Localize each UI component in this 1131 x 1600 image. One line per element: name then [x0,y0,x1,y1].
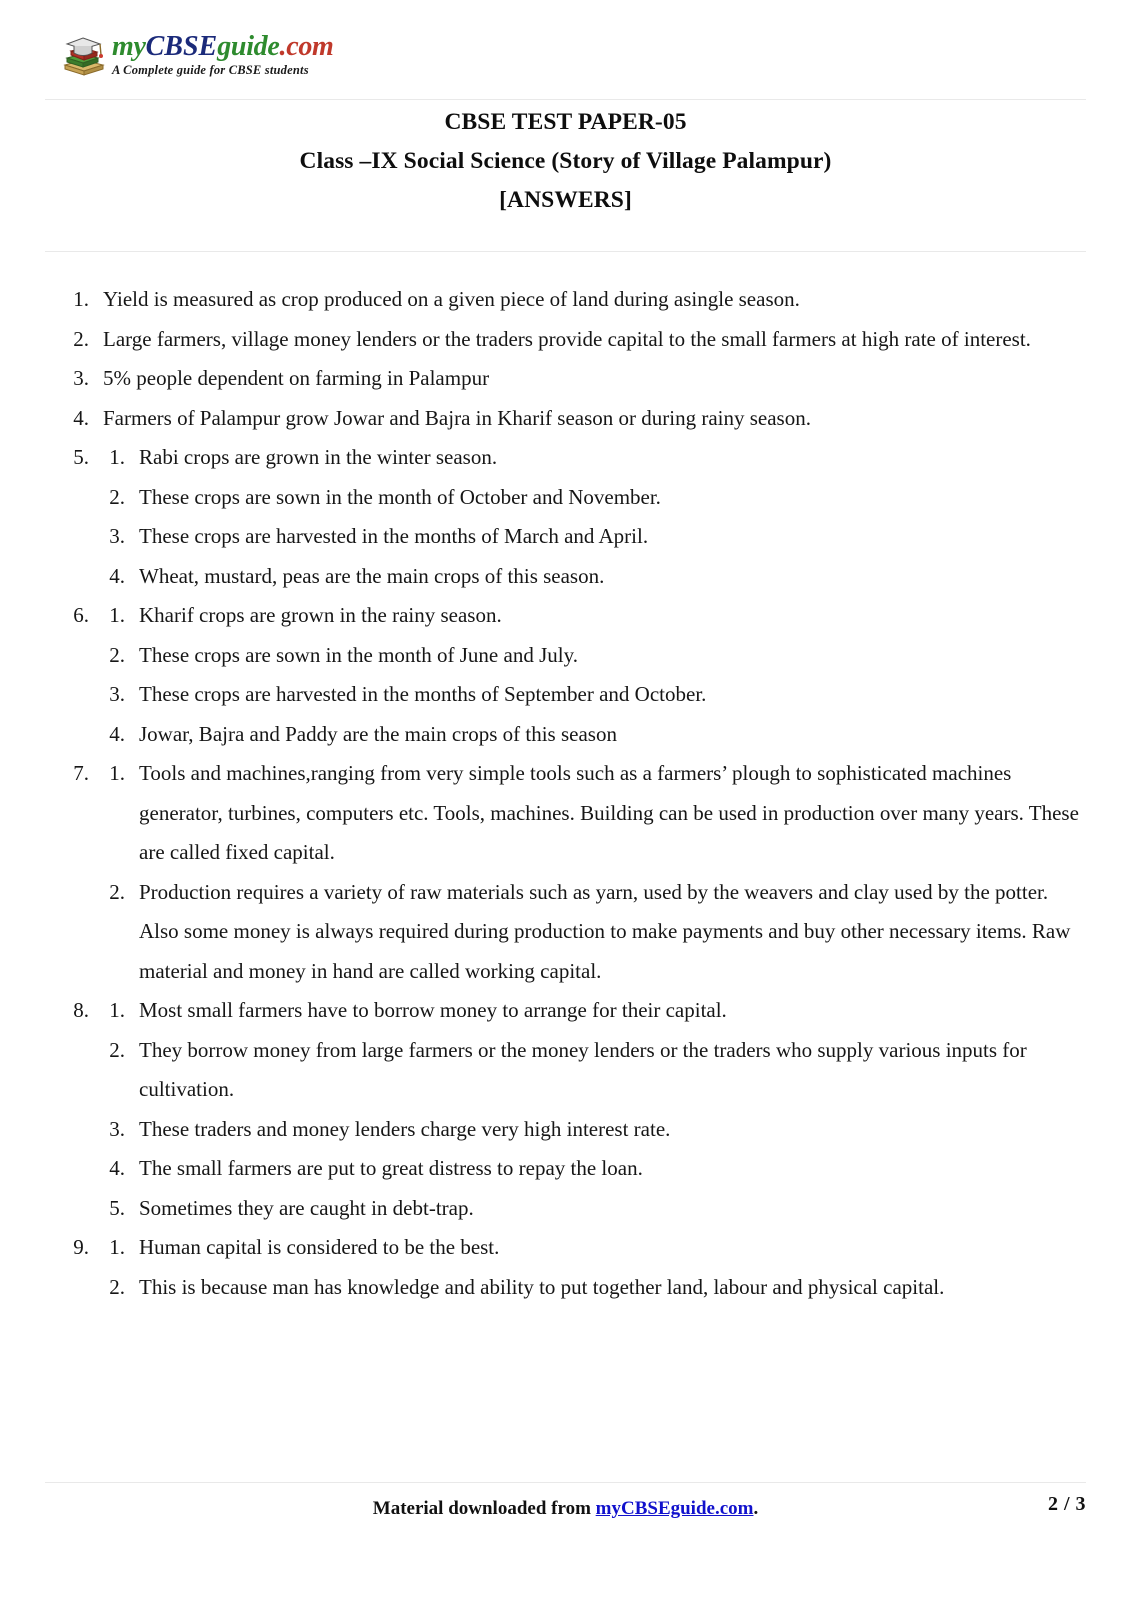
answer-item [63,438,1086,596]
answer-subitem [103,754,1086,873]
answer-item-marker: 9. [73,1235,89,1259]
answer-item [63,991,1086,1228]
answer-item-text: Farmers of Palampur grow Jowar and Bajra in Kharif season or during rainy season. [103,405,811,430]
answer-subitem-marker: 3. [109,682,125,706]
answer-subitem-text: These crops are sown in the month of June and July. [139,642,578,667]
answer-subitem [103,675,1086,715]
answer-subitem [103,1268,1086,1308]
answer-item-marker: 2. [73,326,89,351]
answer-item [63,280,1086,320]
answer-subitem-marker: 1. [109,445,125,469]
answer-subitem-marker: 2. [109,879,125,904]
answer-subitem-marker: 1. [109,761,125,785]
answer-subitem [103,1189,1086,1229]
answer-subitem-marker: 2. [109,1037,125,1062]
logo-part-my: my [112,31,146,62]
answer-subitem [103,557,1086,597]
paper-title-line-1: CBSE TEST PAPER-05 [444,109,687,135]
logo-wordmark [112,32,334,62]
paper-title-line-2: Class –IX Social Science (Story of Village Palampur) [299,148,832,174]
answer-item [63,320,1086,360]
answer-subitem-marker: 1. [109,603,125,627]
answer-sublist [103,991,1086,1228]
answer-subitem-text: These crops are harvested in the months of September and October. [139,682,707,706]
answer-subitem-text: Jowar, Bajra and Paddy are the main crops of this season [139,721,617,746]
answer-subitem-text: These traders and money lenders charge very high interest rate. [139,1116,671,1141]
answer-subitem-marker: 5. [109,1195,125,1220]
answer-item-marker: 6. [73,603,89,627]
page-footer [0,1482,1131,1600]
logo-part-guide: guide [217,31,280,62]
answer-item-marker: 5. [73,445,89,469]
answer-subitem-text: These crops are harvested in the months of March and April. [139,524,649,548]
answer-sublist [103,596,1086,754]
answer-subitem [103,873,1086,992]
answer-sublist [103,438,1086,596]
answer-item-marker: 1. [73,287,89,311]
answer-list [45,280,1086,1307]
logo-part-cbse: CBSE [145,31,218,62]
footer-text-after: . [753,1498,759,1519]
answer-subitem [103,1031,1086,1110]
logo-tagline: A Complete guide for CBSE students [112,63,309,77]
answer-subitem-text: Kharif crops are grown in the rainy season. [139,603,502,627]
answer-subitem-text: Most small farmers have to borrow money to arrange for their capital. [139,998,727,1022]
answer-item-text: Yield is measured as crop produced on a given piece of land during asingle season. [103,287,800,311]
answer-subitem [103,517,1086,557]
answer-subitem-marker: 4. [109,563,125,588]
answer-sublist [103,1228,1086,1307]
mycbseguide-link[interactable]: myCBSEguide.com [595,1498,754,1519]
logo-part-com: .com [279,31,334,62]
answer-item-marker: 8. [73,998,89,1022]
answer-subitem [103,596,1086,636]
page-header [0,0,1131,77]
answer-subitem-text: This is because man has knowledge and ability to put together land, labour and physical capital. [139,1274,945,1299]
answer-item-marker: 4. [73,405,89,430]
answer-sublist [103,754,1086,991]
paper-title-line-3: [ANSWERS] [499,187,632,213]
answer-subitem [103,991,1086,1031]
answer-subitem-text: Tools and machines,ranging from very simple tools such as a farmers’ plough to sophisticated machines generator, turbines, computers etc. Tools, machines. Building can be used in production over many years. These are called fixed capital. [139,761,1079,864]
answer-item [63,359,1086,399]
answer-subitem-marker: 1. [109,1235,125,1259]
books-graduation-cap-icon [62,34,106,78]
answer-subitem-text: Wheat, mustard, peas are the main crops of this season. [139,563,605,588]
answer-item-marker: 7. [73,761,89,785]
page-number: 2 / 3 [1047,1493,1086,1515]
answer-item [63,596,1086,754]
answer-subitem-marker: 3. [109,1116,125,1141]
answer-item-text: 5% people dependent on farming in Palampur [103,366,490,390]
answer-subitem-text: They borrow money from large farmers or the money lenders or the traders who supply various inputs for cultivation. [139,1037,1027,1101]
answer-subitem-marker: 4. [109,1156,125,1180]
answer-subitem-marker: 2. [109,484,125,509]
answer-subitem-text: Human capital is considered to be the best. [139,1235,500,1259]
answer-subitem [103,478,1086,518]
footer-row [45,1483,1086,1538]
answer-subitem-marker: 3. [109,524,125,548]
answer-item [63,399,1086,439]
answer-subitem [103,1228,1086,1268]
answer-item-text: Large farmers, village money lenders or the traders provide capital to the small farmers at high rate of interest. [103,326,1031,351]
answer-item-marker: 3. [73,366,89,390]
answer-subitem-marker: 4. [109,721,125,746]
answer-subitem [103,1110,1086,1150]
answer-subitem-marker: 2. [109,1274,125,1299]
answer-subitem [103,438,1086,478]
paper-title-block [0,70,1131,240]
answers-content [0,252,1131,1307]
footer-attribution [45,1498,1086,1520]
answer-subitem [103,715,1086,755]
footer-text-before: Material downloaded from [372,1498,596,1519]
logo-text-block [112,30,334,78]
answer-item [63,1228,1086,1307]
answer-subitem [103,1149,1086,1189]
answer-subitem-text: The small farmers are put to great distress to repay the loan. [139,1156,643,1180]
answer-subitem-text: Production requires a variety of raw materials such as yarn, used by the weavers and clay used by the potter. Also some money is always required during production to make payments and buy other necessary items. Raw material and money in hand are called working capital. [139,879,1071,983]
answer-subitem-text: These crops are sown in the month of October and November. [139,484,661,509]
answer-subitem-text: Rabi crops are grown in the winter season. [139,445,498,469]
answer-subitem-marker: 1. [109,998,125,1022]
answer-subitem-text: Sometimes they are caught in debt-trap. [139,1195,474,1220]
answer-subitem [103,636,1086,676]
answer-item [63,754,1086,991]
answer-subitem-marker: 2. [109,642,125,667]
